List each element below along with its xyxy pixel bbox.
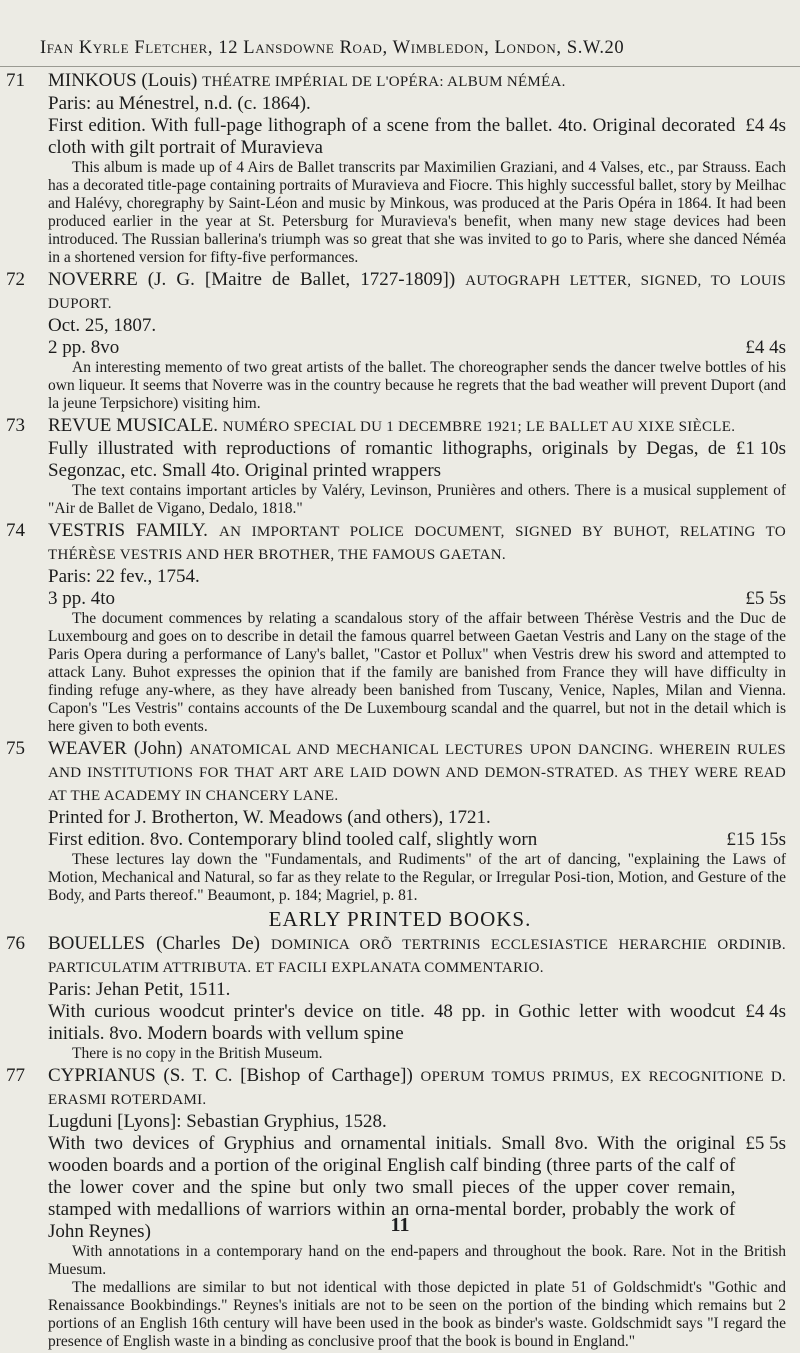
entry-title: NUMÉRO SPECIAL DU 1 DECEMBRE 1921; LE BALLET AU XIXE SIÈCLE.	[222, 419, 736, 435]
entry-note: There is no copy in the British Museum.	[72, 1045, 323, 1062]
catalogue-entry-74	[0, 520, 800, 736]
entry-description-row	[48, 438, 786, 482]
entry-note: An interesting memento of two great artists of the ballet. The choreographer sends the dancer twelve bottles of his own liqueur. It seems that Noverre was in the country because he regrets that the bad weather will prevent Duport (and la jeune Terpsichore) visiting him.	[48, 359, 786, 412]
section-heading: EARLY PRINTED BOOKS.	[268, 907, 532, 931]
running-header: Ifan Kyrle Fletcher, 12 Lansdowne Road, Wimbledon, London, S.W.20	[40, 38, 625, 58]
entry-description-row	[48, 115, 786, 159]
catalogue-entry-77	[0, 1065, 800, 1351]
entry-imprint: Oct. 25, 1807.	[48, 315, 157, 336]
entry-imprint: Paris: Jehan Petit, 1511.	[48, 979, 231, 1000]
entry-heading	[48, 933, 786, 979]
entry-description: First edition. 8vo. Contemporary blind tooled calf, slightly worn	[48, 829, 538, 850]
catalogue-entry-76	[0, 933, 800, 1063]
entry-note: With annotations in a contemporary hand on the end-papers and throughout the book. Rare. Not in the British Muesum.	[48, 1243, 786, 1278]
entry-number: 74	[6, 520, 25, 541]
entry-note: The text contains important articles by Valéry, Levinson, Prunières and others. There is a musical supplement of "Air de Ballet de Vigano, Dedalo, 1818."	[48, 482, 786, 517]
entry-number: 76	[6, 933, 25, 954]
entry-note: This album is made up of 4 Airs de Ballet transcrits par Maximilien Graziani, and 4 Valses, etc., par Strauss. Each has a decorated title-page containing portraits of Muravieva and Fiocre. This highly successful ballet, story by Meilhac and Halévy, choregraphy by Saint-Léon and music by Minkous, was produced at the Paris Opéra in 1864. It had been produced earlier in the year at St. Petersburg for Muravieva's benefit, when many new stage devices had been introduced. The Russian ballerina's triumph was so great that she was invited to go to Paris, where she danced Néméa in a shortened version for fifty-five performances.	[48, 159, 786, 266]
catalogue-entry-72	[0, 269, 800, 413]
entry-description: First edition. With full-page lithograph of a scene from the ballet. 4to. Original decorated cloth with gilt portrait of Muravieva	[48, 115, 736, 158]
entry-title: DOMINICA ORÕ TERTRINIS ECCLESIASTICE HERARCHIE ORDINIB. PARTICULATIM ATTRIBUTA. ET FACILI EXPLANATA COMMENTARIO.	[48, 937, 786, 976]
entry-title: ANATOMICAL AND MECHANICAL LECTURES UPON DANCING. WHEREIN RULES AND INSTITUTIONS FOR THAT ART ARE LAID DOWN AND DEMON-STRATED. AS THEY WERE READ AT THE ACADEMY IN CHANCERY LANE.	[48, 742, 787, 804]
entry-imprint: Paris: au Ménestrel, n.d. (c. 1864).	[48, 93, 311, 114]
entry-imprint: Lugduni [Lyons]: Sebastian Gryphius, 1528.	[48, 1111, 387, 1132]
entry-note: The document commences by relating a scandalous story of the affair between Thérèse Vestris and the Duc de Luxembourg and goes on to describe in detail the famous quarrel between Gaetan Vestris and Lany on the stage of the Paris Opera during a performance of Lany's ballet, "Castor et Pollux" when Vestris drew his sword and attempted to attack Lany. Buhot expresses the opinion that if the family are banished from France they will have difficulty in finding refuge any-where, as they have already been banished from Tuscany, Venice, Naples, Milan and Vienna. Capon's "Les Vestris" contains accounts of the De Luxembourg scandal and the quarrel, but not in the detail which is here given to both events.	[48, 610, 786, 735]
header-rule	[0, 66, 800, 67]
entry-author: MINKOUS (Louis)	[48, 70, 198, 91]
entry-description: 2 pp. 8vo	[48, 337, 120, 358]
entry-author: BOUELLES (Charles De)	[48, 933, 260, 954]
entry-price: £5 5s	[745, 1133, 786, 1154]
entry-heading	[48, 1065, 786, 1111]
entry-imprint: Paris: 22 fev., 1754.	[48, 566, 200, 587]
entry-number: 77	[6, 1065, 25, 1086]
entry-heading	[48, 738, 786, 807]
entry-price: £4 4s	[745, 1001, 786, 1022]
entry-author: REVUE MUSICALE.	[48, 415, 218, 436]
entry-heading	[48, 70, 786, 93]
entry-heading	[48, 520, 786, 566]
entry-note-continued: The medallions are similar to but not identical with those depicted in plate 51 of Goldschmidt's "Gothic and Renaissance Bookbindings." Reynes's initials are not to be seen on the portion of the binding which remains but 2 portions of an English 16th century will have been used in the book as binder's waste. Goldschmidt says "I regard the presence of English waste in a binding as conclusive proof that the book is bound in England."	[48, 1279, 786, 1350]
entry-title: AUTOGRAPH LETTER, SIGNED, TO LOUIS DUPORT.	[48, 273, 786, 312]
catalogue-entries	[0, 70, 800, 1353]
entry-author: NOVERRE (J. G. [Maitre de Ballet, 1727-1809])	[48, 269, 456, 290]
entry-number: 75	[6, 738, 25, 759]
entry-heading	[48, 415, 786, 438]
entry-price: £4 4s	[745, 115, 786, 136]
entry-author: WEAVER (John)	[48, 738, 183, 759]
entry-description: With two devices of Gryphius and ornamental initials. Small 8vo. With the original wooden boards and a portion of the original English calf binding (three parts of the calf of the lower cover and the spine but only two small pieces of the upper cover remain, stamped with medallions of warriors within an orna-mental border, probably the work of John Reynes)	[48, 1133, 736, 1242]
entry-description-row	[48, 588, 786, 610]
entry-description: 3 pp. 4to	[48, 588, 116, 609]
entry-author: VESTRIS FAMILY.	[48, 520, 208, 541]
entry-imprint: Printed for J. Brotherton, W. Meadows (and others), 1721.	[48, 807, 491, 828]
page-number: 11	[390, 1214, 410, 1236]
entry-number: 73	[6, 415, 25, 436]
catalogue-entry-75	[0, 738, 800, 905]
entry-price: £15 15s	[726, 829, 786, 850]
entry-price: £4 4s	[745, 337, 786, 358]
entry-title: OPERUM TOMUS PRIMUS, EX RECOGNITIONE D. ERASMI ROTERDAMI.	[48, 1069, 787, 1108]
entry-note: These lectures lay down the "Fundamentals, and Rudiments" of the art of dancing, "explaining the Laws of Motion, Mechanical and Natural, so far as they relate to the Regular, or Irregular Posi-tion, Motion, and Gesture of the Body, and Parts thereof." Beaumont, p. 184; Magriel, p. 81.	[48, 851, 786, 904]
entry-description-row	[48, 337, 786, 359]
entry-description: With curious woodcut printer's device on title. 48 pp. in Gothic letter with woodcut initials. 8vo. Modern boards with vellum spine	[48, 1001, 736, 1044]
entry-price: £1 10s	[735, 438, 786, 459]
entry-number: 72	[6, 269, 25, 290]
catalogue-entry-71	[0, 70, 800, 267]
entry-description-row	[48, 1001, 786, 1045]
entry-author: CYPRIANUS (S. T. C. [Bishop of Carthage])	[48, 1065, 413, 1086]
entry-title: AN IMPORTANT POLICE DOCUMENT, SIGNED BY BUHOT, RELATING TO THÉRÈSE VESTRIS AND HER BROTHER, THE FAMOUS GAETAN.	[48, 524, 786, 563]
entry-price: £5 5s	[745, 588, 786, 609]
entry-description-row	[48, 829, 786, 851]
entry-title: THÉATRE IMPÉRIAL DE L'OPÉRA: ALBUM NÉMÉA.	[202, 74, 566, 90]
catalogue-entry-73	[0, 415, 800, 518]
entry-description: Fully illustrated with reproductions of romantic lithographs, originals by Degas, de Segonzac, etc. Small 4to. Original printed wrappers	[48, 438, 726, 481]
entry-heading	[48, 269, 786, 315]
entry-number: 71	[6, 70, 25, 91]
